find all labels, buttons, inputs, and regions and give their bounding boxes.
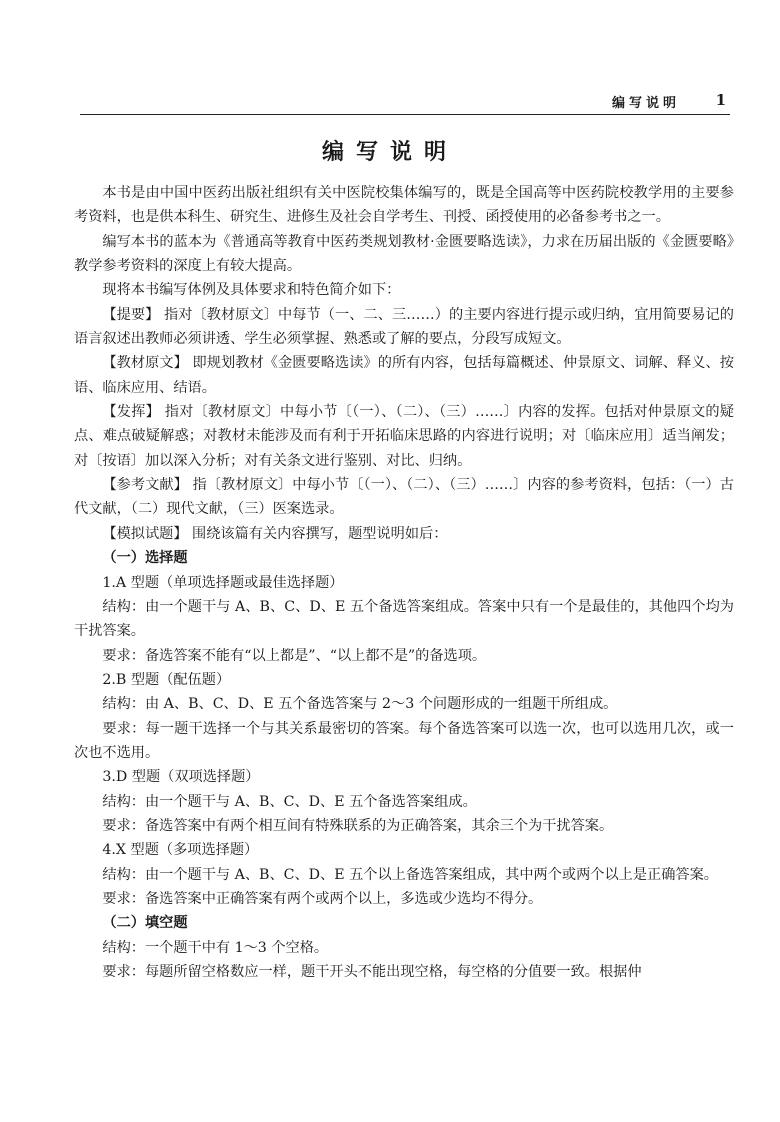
paragraph: （二）填空题 <box>102 915 188 932</box>
paragraph: 要求：每题所留空格数应一样，题干开头不能出现空格，每空格的分值要一致。根据仲 <box>102 964 642 980</box>
paragraph: 要求：备选答案不能有“以上都是”、“以上都不是”的备选项。 <box>102 647 487 664</box>
paragraph: 【模拟试题】 围绕该篇有关内容撰写，题型说明如后： <box>102 525 448 542</box>
paragraph: 本书是由中国中医药出版社组织有关中医院校集体编写的，既是全国高等中医药院校教学用的主要参考资料，也是供本科生、研究生、进修生及社会自学考生、刊授、函授使用的必备参考书之一。 <box>74 185 734 226</box>
paragraph: 【发挥】 指对〔教材原文〕中每小节〔（一）、（二）、（三）……〕内容的发挥。包括对仲景原文的疑点、难点破疑解惑；对教材未能涉及而有利于开拓临床思路的内容进行说明；对〔临床应用〕适当阐发；对〔按语〕加以深入分析；对有关条文进行鉴别、对比、归纳。 <box>74 404 734 469</box>
page-title: 编写说明 <box>321 139 458 165</box>
paragraph: 【教材原文】 即规划教材《金匮要略选读》的所有内容，包括每篇概述、仲景原文、词解、释义、按语、临床应用、结语。 <box>74 355 734 396</box>
paragraph: 结构：由一个题干与 A、B、C、D、E 五个备选答案组成。 <box>102 793 477 810</box>
paragraph: 【参考文献】 指〔教材原文〕中每小节〔（一）、（二）、（三）……〕内容的参考资料，包括：（一）古代文献，（二）现代文献，（三）医案选录。 <box>74 477 734 518</box>
paragraph: 1.A 型题（单项选择题或最佳选择题） <box>102 574 344 591</box>
paragraph: 要求：每一题干选择一个与其关系最密切的答案。每个备选答案可以选一次，也可以选用几次，或一次也不选用。 <box>74 720 734 761</box>
paragraph: 要求：备选答案中正确答案有两个或两个以上，多选或少选均不得分。 <box>102 890 543 907</box>
paragraph: 2.B 型题（配伍题） <box>102 671 231 688</box>
header-title: 编写说明 <box>611 96 680 111</box>
paragraph: 要求：备选答案中有两个相互间有特殊联系的为正确答案，其余三个为干扰答案。 <box>102 817 614 834</box>
paragraph: 现将本书编写体例及具体要求和特色简介如下： <box>102 282 401 299</box>
paragraph: （一）选择题 <box>102 550 188 567</box>
page-number: 1 <box>715 91 726 109</box>
running-header <box>80 92 730 115</box>
body-text <box>74 181 734 984</box>
paragraph: 结构：由一个题干与 A、B、C、D、E 五个以上备选答案组成，其中两个或两个以上是正确答案。 <box>102 866 718 883</box>
paragraph: 结构：由 A、B、C、D、E 五个备选答案与 2～3 个问题形成的一组题干所组成。 <box>102 696 618 713</box>
paragraph: 4.X 型题（多项选择题） <box>102 842 259 859</box>
paragraph: 结构：一个题干中有 1～3 个空格。 <box>102 939 329 956</box>
paragraph: 3.D 型题（双项选择题） <box>102 769 260 786</box>
paragraph: 编写本书的蓝本为《普通高等教育中医药类规划教材·金匮要略选读》，力求在历届出版的《金匮要略》教学参考资料的深度上有较大提高。 <box>74 233 734 275</box>
paragraph: 【提要】 指对〔教材原文〕中每节（一、二、三……）的主要内容进行提示或归纳，宜用简要易记的语言叙述出教师必须讲透、学生必须掌握、熟悉或了解的要点，分段写成短文。 <box>74 306 734 348</box>
paragraph: 结构：由一个题干与 A、B、C、D、E 五个备选答案组成。答案中只有一个是最佳的，其他四个均为干扰答案。 <box>74 598 734 640</box>
